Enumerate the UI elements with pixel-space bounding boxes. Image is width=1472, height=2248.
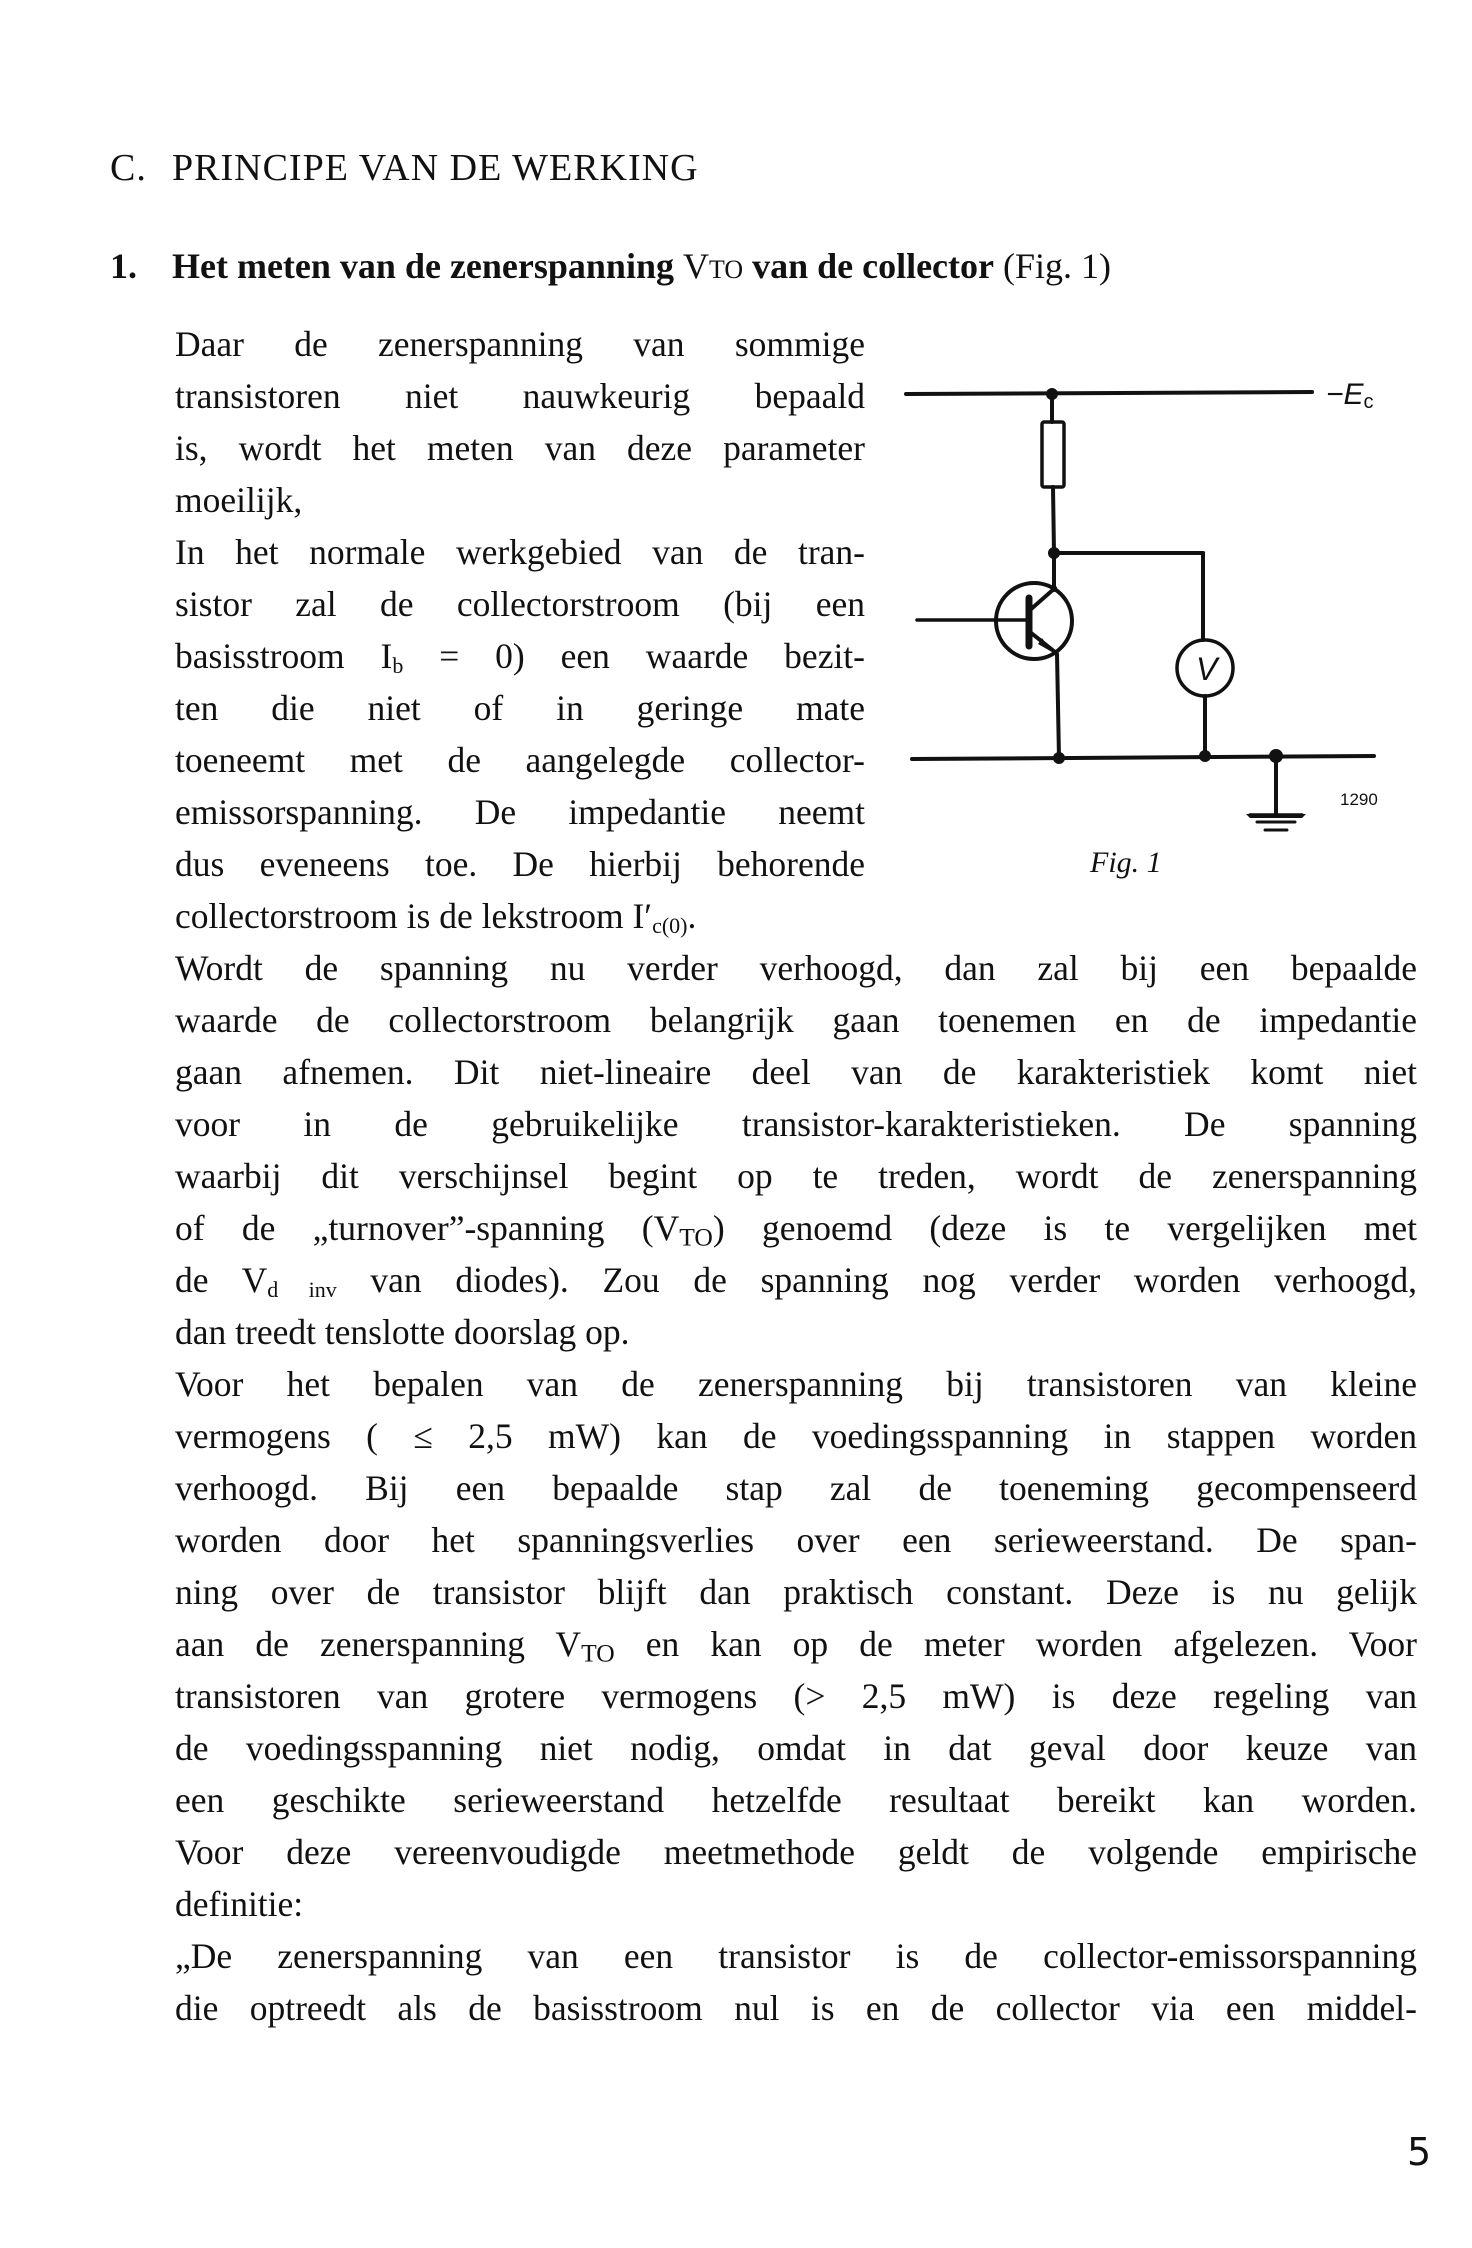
subsection-title: Het meten van de zenerspanning (172, 246, 683, 286)
text-line: de $V_{d inv}$ van diodes). Zou de spanning nog verder worden verhoogd, (175, 1260, 1417, 1302)
text-line: dan treedt tenslotte doorslag op. (175, 1312, 630, 1352)
transistor-symbol (996, 583, 1072, 659)
text-line: de voedingsspanning niet nodig, omdat in dat geval door keuze van (175, 1728, 1417, 1768)
voltmeter-label: V (1196, 651, 1218, 687)
text-line: ning over de transistor blijft dan praktisch constant. Deze is nu gelijk (175, 1572, 1417, 1612)
page-number: 5 (1407, 2130, 1432, 2174)
text-line: moeilijk, (175, 480, 303, 520)
text-line: vermogens ( ≤ 2,5 mW) kan de voedingsspanning in stappen worden (175, 1416, 1417, 1456)
text-line: ten die niet of in geringe mate (175, 688, 865, 728)
text-line: is, wordt het meten van deze parameter (175, 428, 865, 468)
supply-rail (906, 392, 1312, 394)
text-line: voor in de gebruikelijke transistor-karakteristieken. De spanning (175, 1104, 1417, 1144)
text-line: gaan afnemen. Dit niet-lineaire deel van de karakteristiek komt niet (175, 1052, 1417, 1092)
ground-rail (912, 756, 1374, 759)
text-line: aan de zenerspanning $V_{TO}$ en kan op de meter worden afgelezen. Voor (175, 1624, 1417, 1668)
text-line: verhoogd. Bij een bepaalde stap zal de toeneming gecompenseerd (175, 1468, 1417, 1508)
text-line: Voor het bepalen van de zenerspanning bij transistoren van kleine (175, 1364, 1417, 1404)
text-line: definitie: (175, 1884, 304, 1924)
text-line: sistor zal de collectorstroom (bij een (175, 584, 865, 624)
text-line: Voor deze vereenvoudigde meetmethode geldt de volgende empirische (175, 1832, 1417, 1872)
text-line: emissorspanning. De impedantie neemt (175, 792, 865, 832)
section-number: C. (110, 147, 147, 189)
series-resistor (1042, 422, 1064, 487)
text-line: In het normale werkgebied van de tran- (175, 532, 865, 572)
wide-paragraph-column (175, 942, 1417, 2034)
narrow-paragraph-column (175, 318, 865, 942)
text-line: of de „turnover”-spanning $(V_{TO})$ genoemd (deze is te vergelijken met (175, 1208, 1417, 1252)
text-line: basisstroom $I_b = 0$) een waarde bezit- (175, 636, 865, 678)
supply-label: −Ec (1326, 378, 1374, 413)
drawing-number: 1290 (1340, 790, 1378, 809)
text-line: Daar de zenerspanning van sommige (175, 324, 865, 364)
text-line: transistoren niet nauwkeurig bepaald (175, 376, 865, 416)
text-line: Wordt de spanning nu verder verhoogd, dan zal bij een bepaalde (175, 948, 1417, 988)
figure-reference: (Fig. 1) (994, 246, 1111, 286)
subsection-symbol: VTO (682, 246, 744, 286)
text-line: die optreedt als de basisstroom nul is en de collector via een middel- (175, 1988, 1417, 2028)
ground-icon (1246, 814, 1306, 818)
subsection-number: 1. (110, 246, 137, 286)
text-line: collectorstroom is de lekstroom $I'_{c(0)}$. (175, 896, 697, 938)
emitter-arrow (1038, 638, 1052, 652)
text-line: waarbij dit verschijnsel begint op te treden, wordt de zenerspanning (175, 1156, 1417, 1196)
text-line: dus eveneens toe. De hierbij behorende (175, 844, 865, 884)
text-line: waarde de collectorstroom belangrijk gaan toenemen en de impedantie (175, 1000, 1417, 1040)
subsection-title-after: van de collector (743, 246, 994, 286)
section-heading (110, 146, 699, 190)
text-line: toeneemt met de aangelegde collector- (175, 740, 865, 780)
figure-caption: Fig. 1 (1090, 846, 1162, 879)
section-title: PRINCIPE VAN DE WERKING (172, 147, 699, 189)
text-line: „De zenerspanning van een transistor is de collector-emissorspanning (175, 1936, 1417, 1976)
text-line: transistoren van grotere vermogens (> 2,5 mW) is deze regeling van (175, 1676, 1417, 1716)
text-line: een geschikte serieweerstand hetzelfde resultaat bereikt kan worden. (175, 1780, 1417, 1820)
subsection-heading (110, 245, 1111, 287)
text-line: worden door het spanningsverlies over een serieweerstand. De span- (175, 1520, 1417, 1560)
voltmeter-symbol (1177, 640, 1233, 696)
